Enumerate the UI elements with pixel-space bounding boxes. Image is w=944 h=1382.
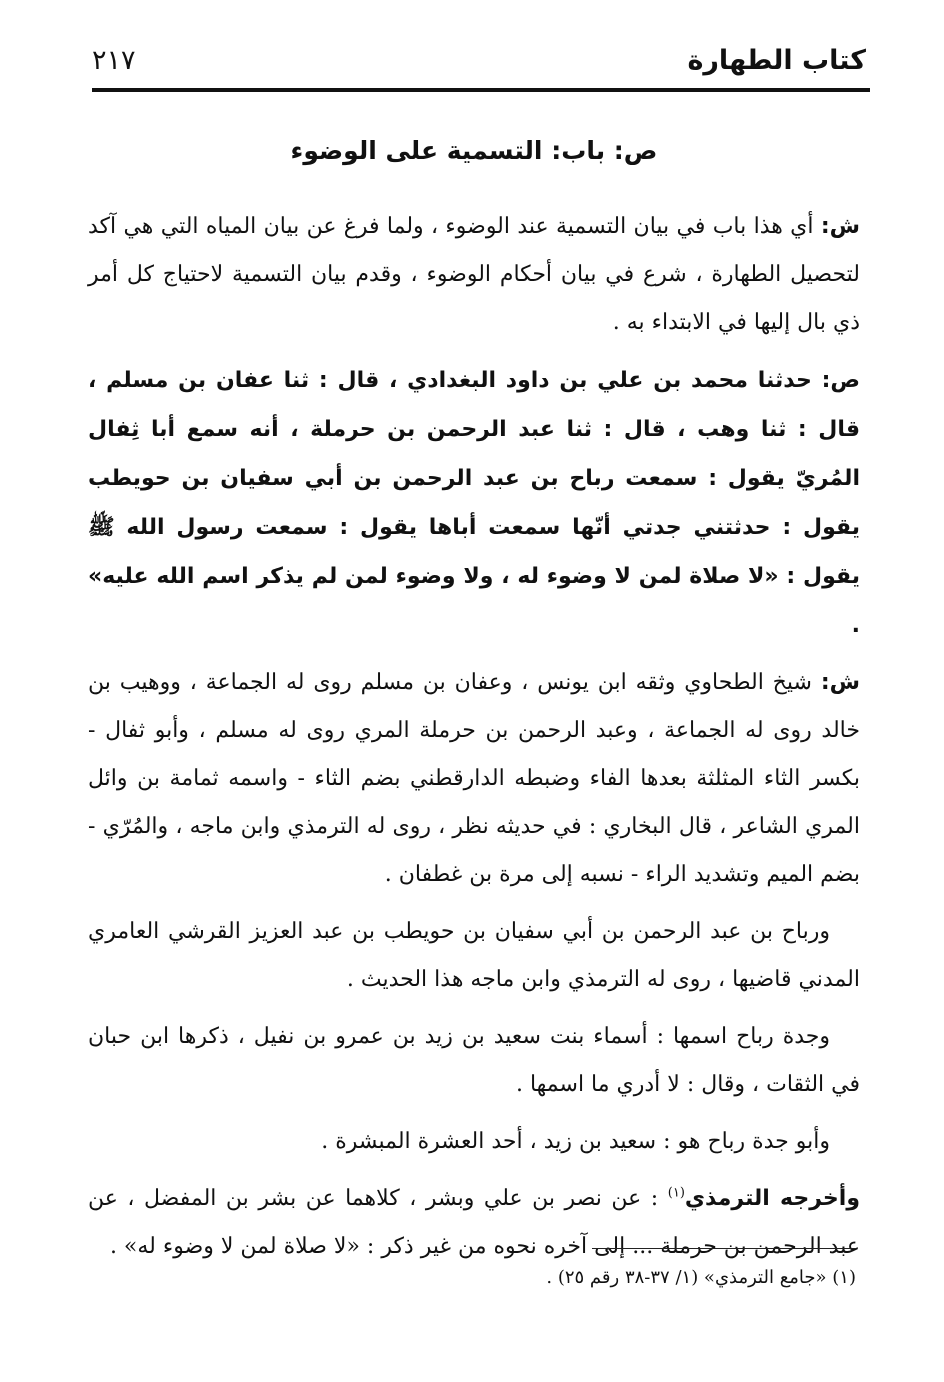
paragraph-text: وأبو جدة رباح هو : سعيد بن زيد ، أحد العشرة المبشرة . [321,1129,830,1154]
paragraph-text: أي هذا باب في بيان التسمية عند الوضوء ، ولما فرغ عن بيان المياه التي هي آكد لتحصيل الطهارة ، شرع في بيان أحكام الوضوء ، وقدم بيان التسمية لاحتياج كل أمر ذي بال إليها في الابتداء به . [88,214,860,335]
paragraph-text: حدثنا محمد بن علي بن داود البغدادي ، قال : ثنا عفان بن مسلم ، قال : ثنا وهب ، قال : ثنا عبد الرحمن بن حرملة ، أنه سمع أبا ثِفال المُريّ يقول : سمعت رباح بن عبد الرحمن بن أبي سفيان بن حويطب يقول : حدثتني جدتي أنّها سمعت أباها يقول : سمعت رسول الله ﷺ يقول : «لا صلاة لمن لا وضوء له ، ولا وضوء لمن لم يذكر اسم الله عليه» . [88,368,860,638]
page-number: ٢١٧ [92,44,136,76]
paragraph-text: ورباح بن عبد الرحمن بن أبي سفيان بن حويطب بن عبد العزيز القرشي العامري المدني قاضيها ، روى له الترمذي وابن ماجه هذا الحديث . [88,919,860,992]
commentary-paragraph [88,1118,860,1166]
header-rule [92,88,870,92]
footnote: (١) «جامع الترمذي» (١/ ٣٧-٣٨ رقم ٢٥) . [546,1267,856,1288]
paragraph-text: شيخ الطحاوي وثقه ابن يونس ، وعفان بن مسلم روى له الجماعة ، ووهيب بن خالد روى له الجماعة ، وعبد الرحمن بن حرملة المري روى له مسلم ، وأبو ثفال - بكسر الثاء المثلثة بعدها الفاء وضبطه الدارقطني بضم الثاء - واسمه ثمامة بن وائل المري الشاعر ، قال البخاري : في حديثه نظر ، روى له الترمذي وابن ماجه ، والمُرّي - بضم الميم وتشديد الراء - نسبه إلى مرة بن غطفان . [88,670,860,887]
takhrij-paragraph [88,1175,860,1271]
paragraph-lead: ش: [820,670,860,695]
main-text [88,130,860,1280]
book-title: كتاب الطهارة [687,44,866,76]
paragraph-text: وجدة رباح اسمها : أسماء بنت سعيد بن زيد بن عمرو بن نفيل ، ذكرها ابن حبان في الثقات ، وقال : لا أدري ما اسمها . [88,1024,860,1097]
paragraph-lead: ص: [821,368,860,393]
footnote-rule [592,1248,856,1249]
running-header [92,36,866,84]
hadith-matn-paragraph [88,356,860,650]
paragraph-text: : عن نصر بن علي وبشر ، كلاهما عن بشر بن المفضل ، عن عبد الرحمن بن حرملة ... إلى آخره نحوه من غير ذكر : «لا صلاة لمن لا وضوء له» . [88,1186,860,1259]
commentary-paragraph [88,203,860,347]
chapter-title: ص: باب: التسمية على الوضوء [290,136,658,165]
footnote-reference[interactable]: (١) [667,1185,685,1201]
paragraph-lead: ش: [820,214,860,239]
commentary-paragraph [88,1013,860,1109]
commentary-paragraph [88,908,860,1004]
commentary-paragraph [88,659,860,899]
paragraph-lead: وأخرجه الترمذي [684,1186,860,1211]
